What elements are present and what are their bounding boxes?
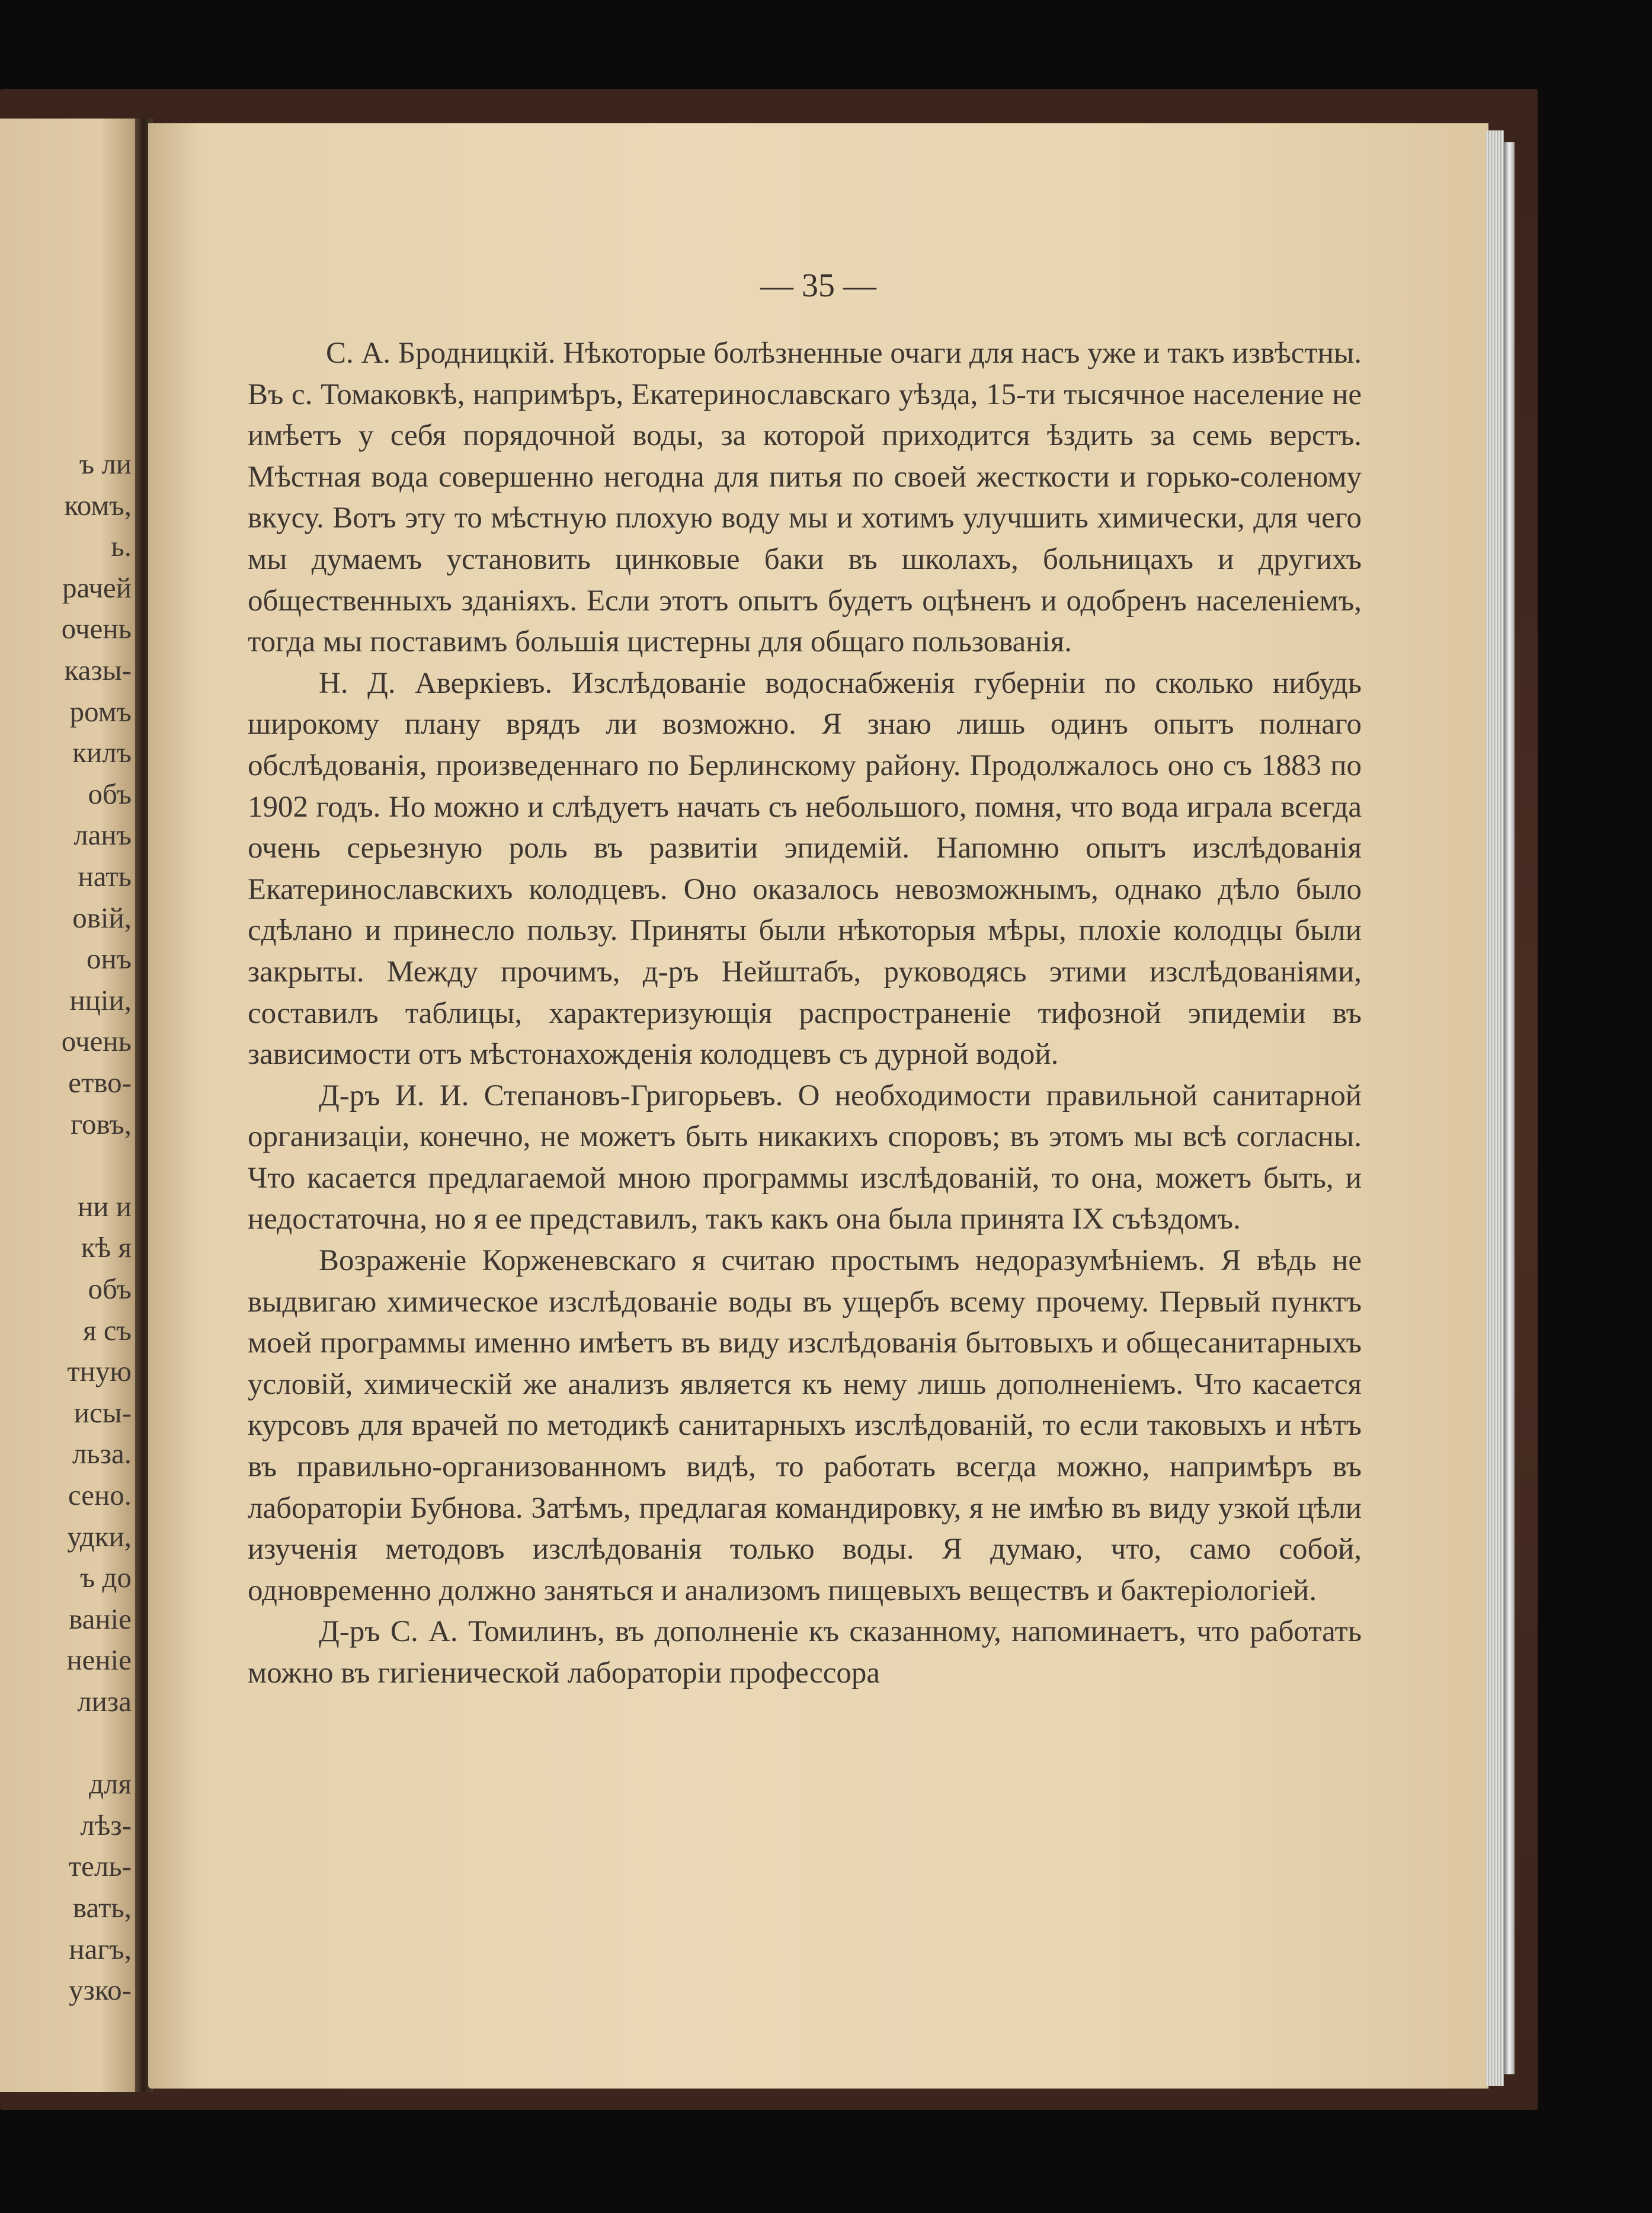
left-page-line-fragment: килъ (72, 736, 132, 769)
left-page-line-fragment: ь. (111, 530, 132, 563)
left-page-line-fragment: ни и (78, 1189, 132, 1223)
left-page-line-fragment: исы- (73, 1396, 132, 1429)
left-page-line-fragment: ланъ (73, 818, 132, 852)
left-page-line-fragment: узко- (69, 1974, 132, 2007)
left-page-line-fragment: рачей (62, 571, 132, 604)
page-body-text (248, 333, 1362, 1694)
left-page-line-fragment: тную (67, 1355, 132, 1388)
left-page-line-fragment: объ (88, 1272, 132, 1305)
left-page-line-fragment: ромъ (69, 695, 132, 728)
left-page-line-fragment: ъ ли (79, 447, 132, 480)
left-page-line-fragment: лиза (77, 1685, 132, 1718)
page-number: — 35 — (760, 267, 876, 304)
left-page-line-fragment: нціи, (69, 983, 132, 1016)
left-page-line-fragment: для (89, 1767, 132, 1801)
left-page-line-fragment: сено. (68, 1479, 132, 1511)
left-page-line-fragment: комъ, (64, 488, 132, 522)
left-page (0, 119, 142, 2092)
paragraph-brodnitsky: С. А. Бродницкій. Нѣкоторые болѣзненные очаги для насъ уже и такъ извѣстны. Въ с. Томаковкѣ, напримѣръ, Екатеринославскаго уѣзда, 15-ти тысячное население не имѣетъ у себя порядочной воды, за которой приходится ѣздить за семь верстъ. Мѣстная вода совершенно негодна для питья по своей жесткости и горько-соленому вкусу. Вотъ эту то мѣстную плохую воду мы и хотимъ улучшить химически, для чего мы думаемъ установить цинковые баки въ школахъ, больницахъ и другихъ общественныхъ зданіяхъ. Если этотъ опытъ будетъ оцѣненъ и одобренъ населеніемъ, тогда мы поставимъ большія цистерны для общаго пользованія. (248, 337, 1362, 659)
left-page-line-fragment: очень (61, 1025, 132, 1058)
left-page-line-fragment: объ (88, 777, 132, 810)
left-page-line-fragment: кѣ я (81, 1231, 132, 1264)
left-page-line-fragment: ъ до (79, 1561, 132, 1594)
left-page-line-fragment: казы- (64, 654, 132, 686)
page-edges-outer (1504, 142, 1515, 2074)
left-page-line-fragment: вать, (73, 1891, 132, 1924)
left-page-line-fragment: нать (78, 860, 132, 893)
left-page-line-fragment: етво- (68, 1066, 132, 1099)
left-page-line-fragment: лѣз- (80, 1808, 132, 1841)
left-page-line-fragment: я съ (83, 1313, 132, 1347)
left-page-line-fragment: тель- (68, 1850, 132, 1883)
left-page-line-fragment: овій, (72, 901, 132, 934)
paragraph-averkiev: Н. Д. Аверкіевъ. Изслѣдованіе водоснабженія губерніи по сколько нибудь широкому плану врядъ ли возможно. Я знаю лишь одинъ опытъ полнаго обслѣдованія, произведеннаго по Берлинскому району. Продолжалось оно съ 1883 по 1902 годъ. Но можно и слѣдуетъ начать съ небольшого, помня, что вода играла всегда очень серьезную роль въ развитіи эпидемій. Напомню опытъ изслѣдованія Екатеринославскихъ колодцевъ. Оно оказалось невозможнымъ, однако дѣло было сдѣлано и принесло пользу. Приняты были нѣкоторыя мѣры, плохіе колодцы были закрыты. Между прочимъ, д-ръ Нейштабъ, руководясь этими изслѣдованіями, составилъ таблицы, характеризующія распространеніе тифозной эпидеміи въ зависимости отъ мѣстонахожденія колодцевъ съ дурной водой. (248, 666, 1362, 1072)
paragraph-korzhenevsky-reply: Возраженіе Корженевскаго я считаю простымъ недоразумѣніемъ. Я вѣдь не выдвигаю химическое изслѣдованіе воды въ ущербъ всему прочему. Первый пунктъ моей программы именно имѣетъ въ виду изслѣдованія бытовыхъ и общесанитарныхъ условій, химическій же анализъ является къ нему лишь дополненіемъ. Что касается курсовъ для врачей по методикѣ санитарныхъ изслѣдованій, то если таковыхъ и нѣтъ въ правильно-организованномъ видѣ, то работать всегда можно, напримѣръ въ лабораторіи Бубнова. Затѣмъ, предлагая командировку, я не имѣю въ виду узкой цѣли изученія методовъ изслѣдованія только воды. Я думаю, что, само собой, одновременно должно заняться и анализомъ пищевыхъ веществъ и бактеріологіей. (248, 1244, 1362, 1607)
left-page-line-fragment: очень (61, 612, 132, 645)
left-page-line-fragment: нагъ, (69, 1932, 132, 1965)
left-page-line-fragment: говъ, (71, 1107, 132, 1140)
left-page-line-fragment: ваніе (69, 1602, 132, 1635)
left-page-line-fragment: льза. (72, 1437, 132, 1470)
page-edges (1486, 130, 1504, 2086)
left-page-line-fragment: удки, (67, 1520, 132, 1553)
left-page-line-fragment: неніе (66, 1643, 132, 1677)
paragraph-stepanov-grigoriev: Д-ръ И. И. Степановъ-Григорьевъ. О необходимости правильной санитарной организаціи, конечно, не можетъ быть никакихъ споровъ; въ этомъ мы всѣ согласны. Что касается предлагаемой мною программы изслѣдованій, то она, можетъ быть, и недостаточна, но я ее представилъ, такъ какъ она была принята IX съѣздомъ. (248, 1079, 1362, 1236)
left-page-line-fragment: онъ (86, 942, 132, 976)
paragraph-tomilin: Д-ръ С. А. Томилинъ, въ дополненіе къ сказанному, напоминаетъ, что работать можно въ гигіенической лабораторіи профессора (248, 1615, 1362, 1690)
